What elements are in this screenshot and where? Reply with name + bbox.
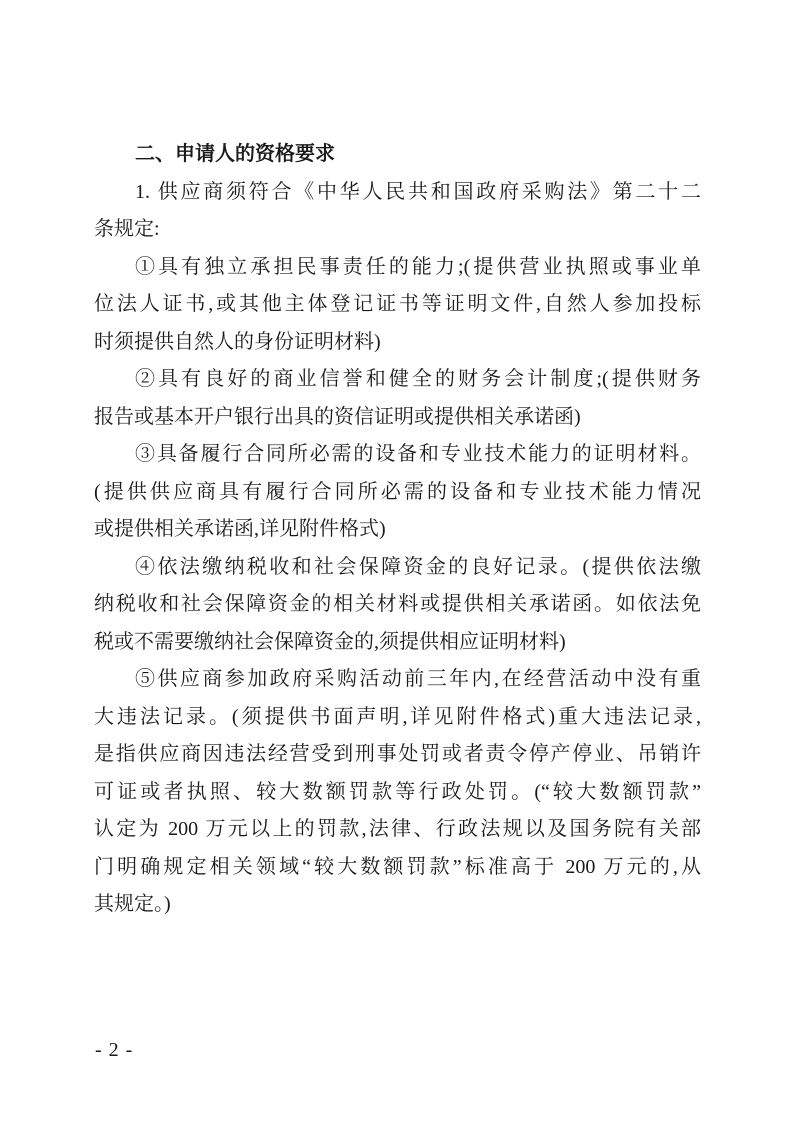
text-line: 大违法记录。(须提供书面声明,详见附件格式)重大违法记录,: [94, 705, 701, 728]
text-line: 认定为 200 万元以上的罚款,法律、行政法规以及国务院有关部: [94, 818, 701, 840]
section-heading: 二、申请人的资格要求: [135, 143, 335, 165]
text-line: 位法人证书,或其他主体登记证书等证明文件,自然人参加投标: [94, 293, 701, 315]
text-line: 报告或基本开户银行出具的资信证明或提供相关承诺函): [94, 405, 581, 428]
text-line: ③具备履行合同所必需的设备和专业技术能力的证明材料。: [135, 443, 701, 465]
document-body: [94, 136, 701, 924]
text-line: 或提供相关承诺函,详见附件格式): [94, 518, 386, 540]
text-line: 1. 供应商须符合《中华人民共和国政府采购法》第二十二: [135, 180, 701, 203]
text-line: (提供供应商具有履行合同所必需的设备和专业技术能力情况: [94, 480, 701, 503]
text-line: ②具有良好的商业信誉和健全的财务会计制度;(提供财务: [135, 368, 701, 390]
text-line: 是指供应商因违法经营受到刑事处罚或者责令停产停业、吊销许: [94, 743, 701, 765]
text-line: 税或不需要缴纳社会保障资金的,须提供相应证明材料): [94, 630, 566, 653]
text-line: ④依法缴纳税收和社会保障资金的良好记录。(提供依法缴: [135, 555, 701, 578]
text-line: 其规定。): [94, 893, 171, 915]
text-line: 可证或者执照、较大数额罚款等行政处罚。(“较大数额罚款”: [94, 780, 701, 803]
page-number: - 2 -: [95, 1039, 134, 1061]
text-line: ①具有独立承担民事责任的能力;(提供营业执照或事业单: [135, 255, 701, 278]
text-line: 纳税收和社会保障资金的相关材料或提供相关承诺函。如依法免: [94, 593, 701, 615]
text-line: ⑤供应商参加政府采购活动前三年内,在经营活动中没有重: [135, 668, 701, 690]
text-line: 时须提供自然人的身份证明材料): [94, 330, 381, 353]
text-line: 门明确规定相关领域“较大数额罚款”标准高于 200 万元的,从: [94, 855, 701, 878]
text-line: 条规定:: [94, 218, 160, 240]
